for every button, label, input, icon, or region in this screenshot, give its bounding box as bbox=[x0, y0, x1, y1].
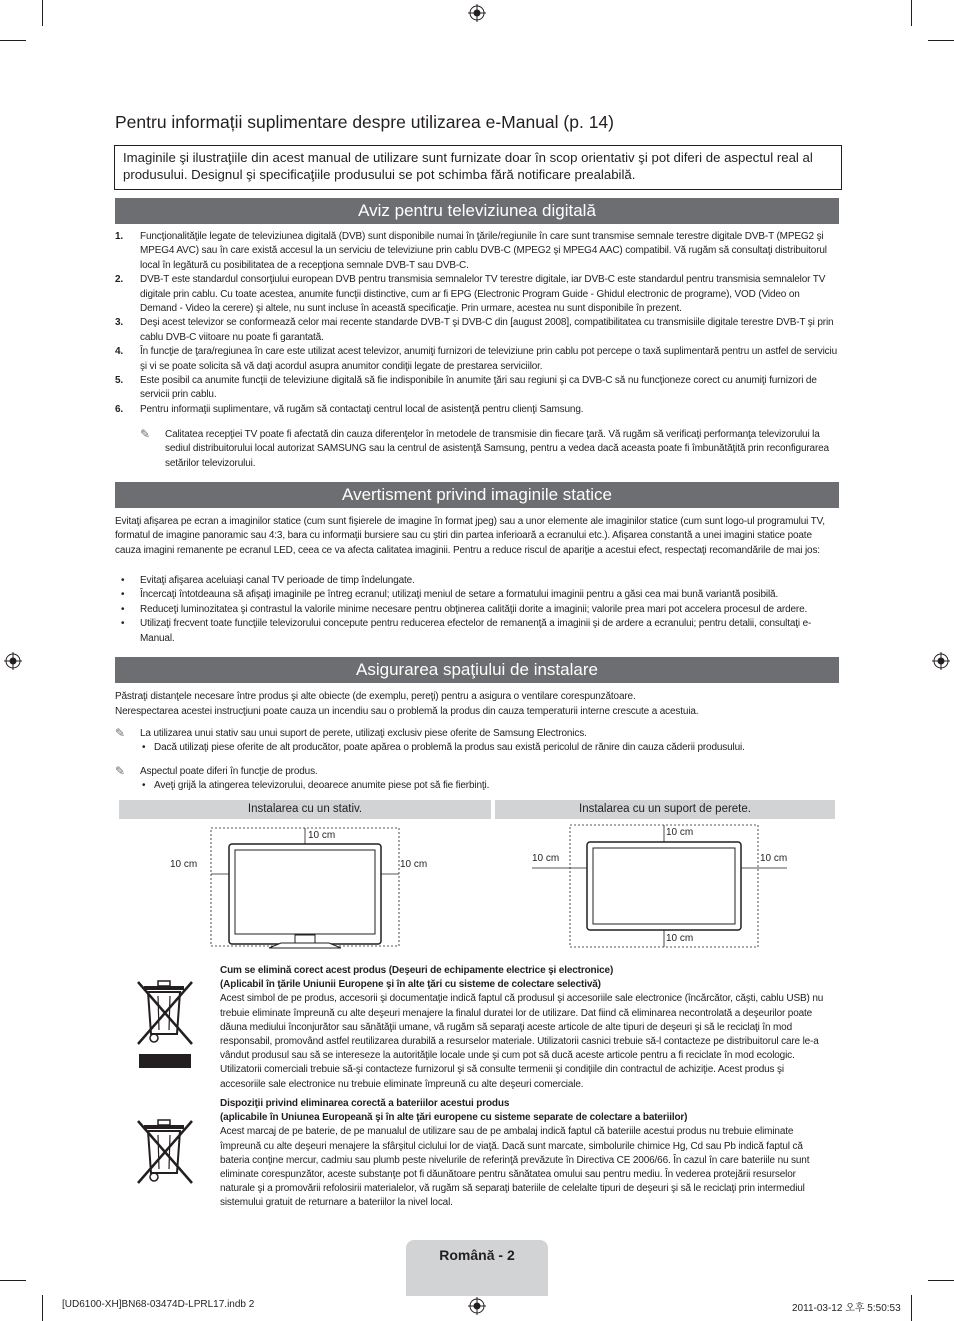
pencil-note-icon: ✎ bbox=[140, 427, 150, 441]
battery-title: Dispoziţii privind eliminarea corectă a bateriilor acestui produs bbox=[220, 1098, 510, 1109]
clearance-right-label: 10 cm bbox=[760, 853, 788, 864]
weee-title: Cum se elimină corect acest produs (Deşeuri de echipamente electrice şi electronice) bbox=[220, 965, 614, 976]
section-heading-static: Avertisment privind imaginile statice bbox=[115, 482, 839, 508]
list-item bbox=[115, 273, 839, 316]
weee-subtitle: (Aplicabil în ţările Uniunii Europene şi în alte ţări cu sisteme de colectare selectivă) bbox=[220, 979, 601, 991]
item-text: În funcţie de ţara/regiunea în care este utilizat acest televizor, anumiţi furnizori de televiziune prin cablu pot percepe o taxă suplimentară pentru un astfel de serviciu şi vi se poate solicita să vă daţi acordul asupra anumitor condiţii legate de prestarea serviciilor. bbox=[140, 346, 837, 372]
list-item bbox=[115, 230, 839, 273]
date-slug: 2011-03-12 오후 5:50:53 bbox=[792, 1303, 901, 1314]
crop-mark bbox=[911, 0, 912, 26]
disclaimer-box: Imaginile şi ilustraţiile din acest manual de utilizare sunt furnizate doar în scop orientativ şi pot diferi de aspectul real al produsului. Designul şi specificaţiile produsului se pot schimba fără notificare prealabilă. bbox=[114, 145, 842, 190]
list-item bbox=[115, 316, 839, 345]
item-number: 2. bbox=[115, 274, 124, 286]
list-item bbox=[115, 345, 839, 374]
space-line-1: Păstraţi distanţele necesare între produs şi alte obiecte (de exemplu, pereţi) pentru a asigura o ventilare corespunzătoare. bbox=[115, 691, 636, 702]
item-number: 4. bbox=[115, 346, 124, 358]
clearance-top-label: 10 cm bbox=[308, 830, 336, 841]
clearance-left-label: 10 cm bbox=[170, 859, 198, 870]
list-item: • Utilizaţi frecvent toate funcţiile televizorului concepute pentru reducerea efectelor de remanenţă a imaginii şi de ardere a ecranului; pentru detalii, consultaţi e-Manual. bbox=[115, 617, 839, 646]
memo-bullet: • Dacă utilizaţi piese oferite de alt producător, poate apărea o problemă la produs sau există pericolul de rănire din cauza căderii produsului. bbox=[140, 741, 864, 755]
crop-mark bbox=[928, 40, 954, 41]
space-line-2: Nerespectarea acestei instrucţiuni poate cauza un incendiu sau o problemă la produs din cauza temperaturii interne crescute a acestuia. bbox=[115, 706, 699, 717]
battery-subtitle: (aplicabile în Uniunea Europeană şi în alte ţări europene cu sisteme separate de colectare a bateriilor) bbox=[220, 1112, 688, 1124]
list-item: • Reduceţi luminozitatea şi contrastul la valorile minime necesare pentru obţinerea calităţii dorite a imaginii; valorile prea mari pot accelera procesul de ardere. bbox=[115, 603, 839, 617]
section-heading-digital: Aviz pentru televiziunea digitală bbox=[115, 198, 839, 224]
crop-mark bbox=[928, 1280, 954, 1281]
pencil-note-icon: ✎ bbox=[115, 726, 125, 740]
crop-mark bbox=[911, 1295, 912, 1321]
crop-mark bbox=[0, 1280, 26, 1281]
clearance-left-label: 10 cm bbox=[532, 853, 560, 864]
stand-installation-diagram bbox=[119, 820, 491, 950]
item-text: Deşi acest televizor se conformează celor mai recente standarde DVB-T şi DVB-C din [august 2008], compatibilitatea cu transmisiile digitale terestre DVB-T şi prin cablu DVB-C viitoare nu poate fi garantată. bbox=[140, 317, 834, 343]
battery-body: Acest marcaj de pe baterie, de pe manualul de utilizare sau de pe ambalaj indică faptul că bateriile acestui produs nu trebuie eliminate împreună cu alte deşeuri menajere la sfârşitul ciclului lor de viaţă. Dacă sunt marcate, simbolurile chimice Hg, Cd sau Pb indică faptul că bateria conţine mercur, cadmiu sau plumb peste nivelurile de referinţă prevăzute în Directiva CE 2006/66. În cazul în care bateriile nu sunt eliminate corespunzător, aceste substanţe pot fi dăunătoare pentru sănătatea omului sau pentru mediu. În vederea protejării resurselor naturale şi a promovării refolosirii materialelor, vă rugăm să separaţi bateriile de celelalte tipuri de deşeuri şi să le reciclaţi prin intermediul sistemului gratuit de returnare a bateriilor la nivel local. bbox=[220, 1126, 810, 1209]
page-title: Pentru informații suplimentare despre utilizarea e-Manual (p. 14) bbox=[115, 112, 614, 132]
item-number: 3. bbox=[115, 317, 124, 329]
list-item: • Evitaţi afişarea aceluiaşi canal TV perioade de timp îndelungate. bbox=[115, 574, 839, 588]
memo-bullet: • Aveţi grijă la atingerea televizorului, deoarece anumite piese pot să fie fierbinţi. bbox=[140, 779, 864, 793]
wall-installation-diagram bbox=[495, 820, 835, 950]
item-number: 1. bbox=[115, 231, 124, 242]
registration-mark-icon bbox=[468, 4, 486, 22]
pencil-note-icon: ✎ bbox=[115, 764, 125, 778]
item-text: Pentru informaţii suplimentare, vă rugăm să contactaţi centrul local de asistenţă pentru clienţi Samsung. bbox=[140, 403, 584, 415]
static-intro: Evitaţi afişarea pe ecran a imaginilor statice (cum sunt fişierele de imagine în format jpeg) sau a unor elemente ale imaginilor statice (cum sunt logo-ul programului TV, formatul de imagine panoramic sau 4:3, bara cu informaţii bursiere sau cu ştiri din partea inferioară a ecranului etc.). Afişarea constantă a unei imagini statice poate cauza imagini remanente pe ecranul LED, ceea ce va afecta calitatea imaginii. Pentru a reduce riscul de apariţie a acestui efect, respectaţi recomandările de mai jos: bbox=[115, 516, 825, 556]
crop-mark bbox=[0, 40, 26, 41]
registration-mark-icon bbox=[468, 1297, 486, 1315]
item-number: 5. bbox=[115, 375, 124, 387]
digital-memo bbox=[140, 428, 839, 471]
weee-body: Acest simbol de pe produs, accesorii şi documentaţie indică faptul că produsul şi accesoriile sale electronice (încărcător, căşti, cablu USB) nu trebuie eliminate împreună cu alte deşeuri menajere la finalul duratei lor de utilizare. Dat fiind că eliminarea necontrolată a deşeurilor poate dăuna mediului înconjurător sau sănătăţii umane, vă rugăm să separaţi aceste articole de alte tipuri de deşeuri şi să le reciclaţi în mod responsabil, promovând astfel reutilizarea durabilă a resurselor materiale. Utilizatorii casnici trebuie să-l contacteze pe distribuitorul care le-a vândut produsul sau să se intereseze la autorităţile locale unde şi cum pot să ducă aceste articole pentru a fi reciclate în mod ecologic. Utilizatorii comerciali trebuie să-şi contacteze furnizorul şi să consulte termenii şi condiţiile din contractul de achiziţie. Acest produs şi accesoriile sale electronice nu trebuie eliminate împreună cu alte deşeuri comerciale. bbox=[220, 993, 824, 1090]
wall-installation-header: Instalarea cu un suport de perete. bbox=[495, 800, 835, 819]
space-memo-2 bbox=[115, 765, 864, 794]
item-text: Este posibil ca anumite funcţii de televiziune digitală să fie indisponibile în anumite ţări sau regiuni şi ca DVB-C să nu funcţioneze corect cu anumiţi furnizori de servicii prin cablu. bbox=[140, 375, 817, 401]
item-number: 6. bbox=[115, 403, 124, 415]
clearance-top-label: 10 cm bbox=[666, 827, 694, 838]
page-number-tab bbox=[406, 1240, 548, 1296]
digital-notice-list bbox=[115, 230, 839, 417]
static-recommendations bbox=[115, 574, 839, 646]
registration-mark-icon bbox=[4, 652, 22, 670]
crossed-bin-icon bbox=[134, 978, 198, 1072]
clearance-bottom-label: 10 cm bbox=[666, 933, 694, 944]
list-item bbox=[115, 403, 839, 417]
list-item: • Încercaţi întotdeauna să afişaţi imaginile pe întreg ecranul; utilizaţi meniul de setare a formatului imaginii pentru a găsi cea mai bună variantă posibilă. bbox=[115, 588, 839, 602]
item-text: DVB-T este standardul consorţiului european DVB pentru transmisia semnalelor TV terestre digitale, iar DVB-C este standardul pentru transmisia semnalelor TV digitale prin cablu. Cu toate acestea, anumite funcţii distinctive, cum ar fi EPG (Electronic Program Guide - Ghidul electronic de programe), VOD (Video on Demand - Video la cerere) şi altele, nu sunt incluse în această specificaţie. Prin urmare, acestea nu sunt disponibile în prezent. bbox=[140, 274, 826, 315]
crossed-bin-battery-icon bbox=[134, 1117, 198, 1189]
crop-mark bbox=[42, 0, 43, 26]
memo-text: Calitatea recepţiei TV poate fi afectată din cauza diferenţelor în metodele de transmisie din fiecare ţară. Vă rugăm să verificaţi performanţa televizorului la sediul distribuitorului local autorizat SAMSUNG sau la centrul de asistenţă Samsung, pentru a vedea dacă aceasta poate fi îmbunătăţită prin reconfigurarea setărilor televizorului. bbox=[165, 429, 829, 469]
item-text: Funcţionalităţile legate de televiziunea digitală (DVB) sunt disponibile numai în ţările/regiunile în care sunt transmise semnale terestre digitale DVB-T (MPEG2 şi MPEG4 AVC) sau în care există accesul la un serviciu de televiziune prin cablu DVB-C (MPEG2 şi MPEG4 AAC) compatibil. Vă rugăm să consultaţi distribuitorul local în legătură cu posibilitatea de a recepţiona semnale DVB-T sau DVB-C. bbox=[140, 231, 827, 271]
memo-text: Aspectul poate diferi în funcţie de produs. bbox=[140, 766, 318, 777]
memo-text: La utilizarea unui stativ sau unui suport de perete, utilizaţi exclusiv piese oferite de Samsung Electronics. bbox=[140, 728, 587, 739]
registration-mark-icon bbox=[932, 652, 950, 670]
battery-disposal-info bbox=[220, 1097, 830, 1211]
section-heading-space: Asigurarea spaţiului de instalare bbox=[115, 657, 839, 683]
space-memo-1 bbox=[115, 727, 864, 756]
clearance-right-label: 10 cm bbox=[400, 859, 428, 870]
stand-installation-header: Instalarea cu un stativ. bbox=[119, 800, 491, 819]
weee-disposal-info bbox=[220, 964, 830, 1092]
file-slug: [UD6100-XH]BN68-03474D-LPRL17.indb 2 bbox=[62, 1299, 255, 1310]
page-number: Română - 2 bbox=[439, 1247, 515, 1263]
list-item bbox=[115, 374, 839, 403]
crop-mark bbox=[42, 1295, 43, 1321]
